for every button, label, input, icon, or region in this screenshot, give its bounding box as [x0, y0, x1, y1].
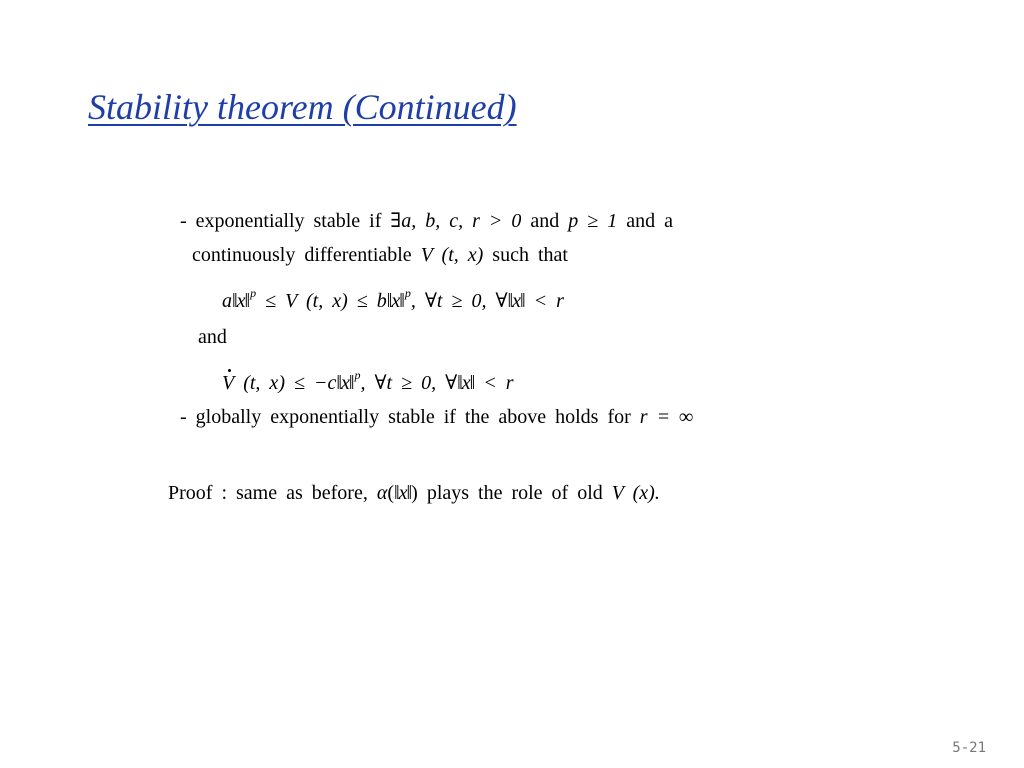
slide-title: Stability theorem (Continued) — [88, 87, 517, 127]
page-number: 5-21 — [952, 740, 986, 756]
exponent: p — [250, 286, 257, 300]
alpha: α — [376, 482, 388, 504]
norm: ‖x‖ — [232, 290, 250, 312]
math: ∃a, b, c, r > 0 — [390, 210, 522, 232]
math: (t, x) ≤ −c — [243, 372, 337, 394]
math: p ≥ 1 — [568, 210, 618, 232]
norm: ‖x‖ — [386, 290, 404, 312]
math: V (x). — [611, 482, 660, 504]
exponent: p — [404, 286, 411, 300]
text: - globally exponentially stable if the above holds for — [180, 406, 631, 428]
math: < r — [533, 290, 564, 312]
condition-continuation — [192, 244, 568, 267]
derivative-inequality — [222, 368, 514, 395]
text: such that — [492, 244, 568, 266]
bound-inequality — [222, 286, 564, 313]
math: < r — [483, 372, 514, 394]
condition-global — [180, 406, 693, 429]
math: V (t, x) — [420, 244, 484, 266]
connector-and: and — [198, 326, 227, 348]
math: r = ∞ — [639, 406, 694, 428]
text: - exponentially stable if — [180, 210, 382, 232]
norm: (‖x‖) — [387, 482, 418, 504]
norm: ‖x‖ — [507, 290, 525, 312]
text: continuously differentiable — [192, 244, 412, 266]
math: , ∀t ≥ 0, ∀ — [410, 290, 508, 312]
exponent: p — [354, 368, 361, 382]
math: , ∀t ≥ 0, ∀ — [360, 372, 458, 394]
text: Proof : same as before, — [168, 482, 368, 504]
text: and a — [626, 210, 674, 232]
math: a — [222, 290, 232, 312]
condition-exponential — [180, 208, 673, 233]
text: plays the role of old — [426, 482, 603, 504]
math: ≤ V (t, x) ≤ b — [265, 290, 387, 312]
proof-line — [168, 482, 660, 505]
norm: ‖x‖ — [457, 372, 475, 394]
text: and — [530, 210, 560, 232]
vdot: V — [222, 372, 235, 394]
norm: ‖x‖ — [336, 372, 354, 394]
